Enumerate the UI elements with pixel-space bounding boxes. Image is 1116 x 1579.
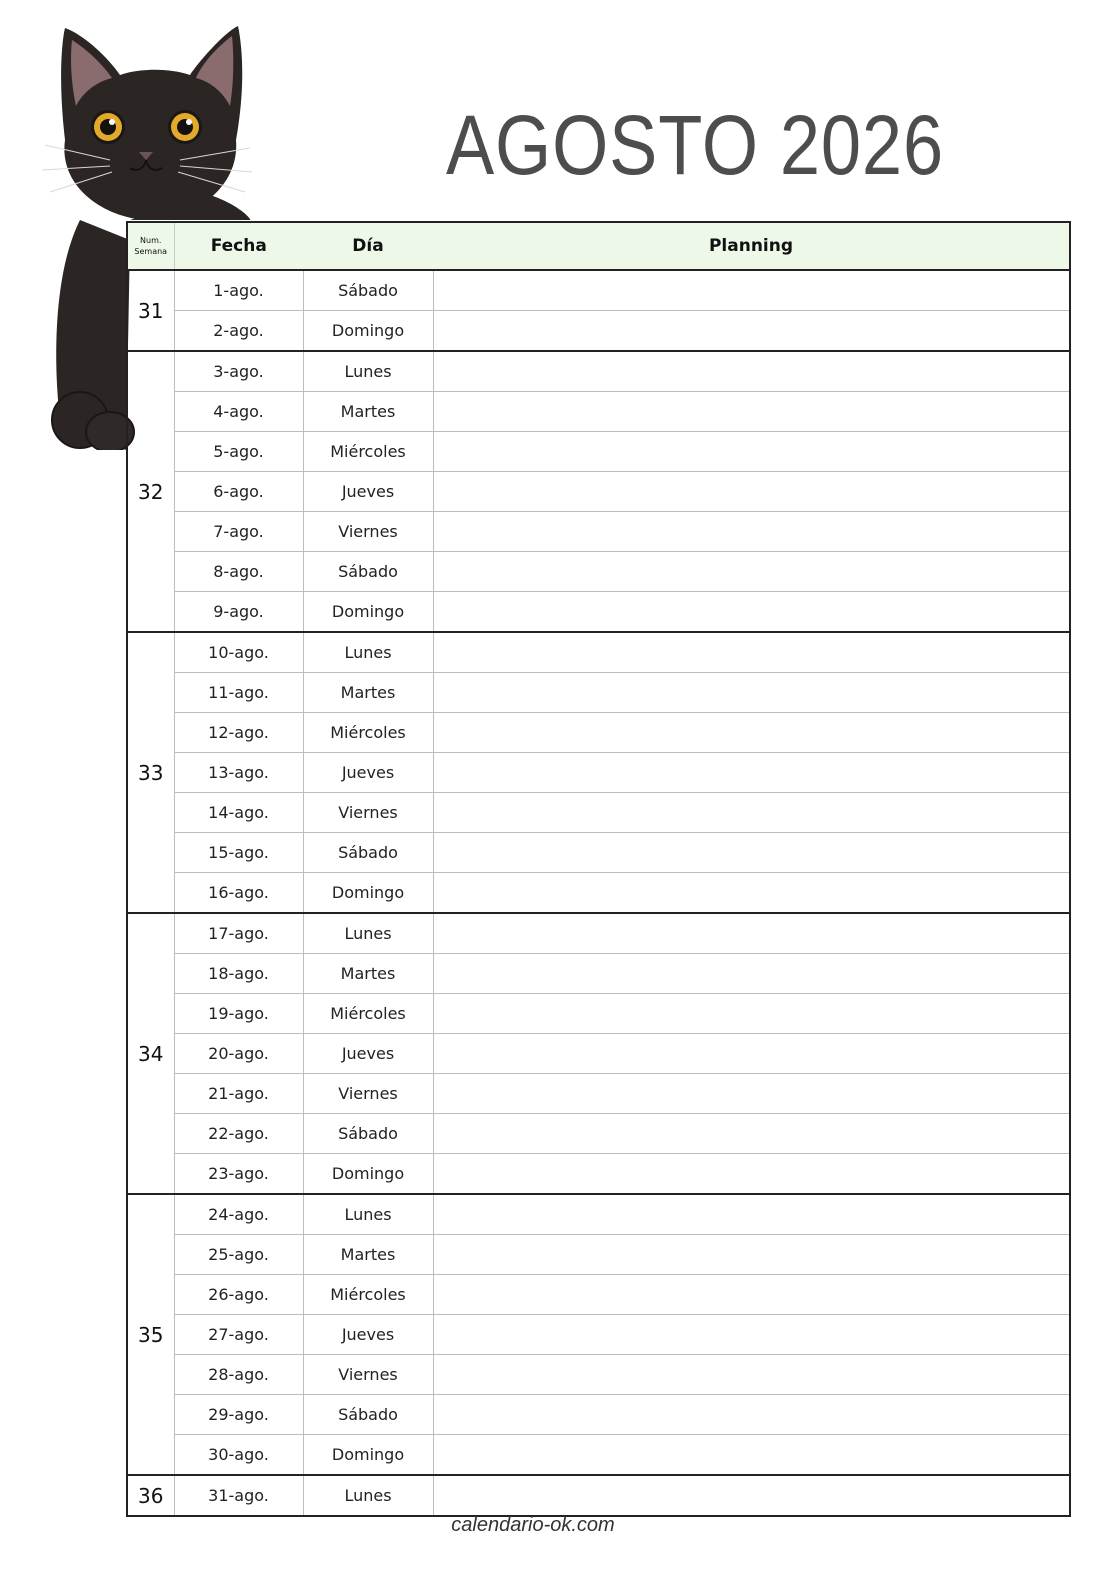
day-date: 2-ago. <box>174 311 303 352</box>
day-date: 14-ago. <box>174 793 303 833</box>
day-row <box>127 552 1070 592</box>
day-date: 29-ago. <box>174 1395 303 1435</box>
page-title: AGOSTO 2026 <box>446 98 945 192</box>
planning-cell[interactable] <box>433 793 1070 833</box>
planning-cell[interactable] <box>433 1194 1070 1235</box>
day-date: 28-ago. <box>174 1355 303 1395</box>
day-date: 8-ago. <box>174 552 303 592</box>
planning-cell[interactable] <box>433 753 1070 793</box>
planning-cell[interactable] <box>433 632 1070 673</box>
day-date: 22-ago. <box>174 1114 303 1154</box>
planning-cell[interactable] <box>433 713 1070 753</box>
day-date: 4-ago. <box>174 392 303 432</box>
day-name: Domingo <box>303 311 433 352</box>
day-row <box>127 1435 1070 1476</box>
day-row <box>127 833 1070 873</box>
week-number: 32 <box>127 351 174 632</box>
day-name: Lunes <box>303 1194 433 1235</box>
day-date: 7-ago. <box>174 512 303 552</box>
day-name: Miércoles <box>303 432 433 472</box>
planning-cell[interactable] <box>433 1275 1070 1315</box>
day-row <box>127 1355 1070 1395</box>
week-number: 35 <box>127 1194 174 1475</box>
week-number: 36 <box>127 1475 174 1516</box>
day-date: 19-ago. <box>174 994 303 1034</box>
day-date: 12-ago. <box>174 713 303 753</box>
header-week <box>127 222 174 270</box>
day-date: 3-ago. <box>174 351 303 392</box>
day-date: 6-ago. <box>174 472 303 512</box>
day-row <box>127 1235 1070 1275</box>
day-row <box>127 1315 1070 1355</box>
day-row <box>127 994 1070 1034</box>
day-name: Lunes <box>303 913 433 954</box>
planning-cell[interactable] <box>433 1355 1070 1395</box>
day-row <box>127 873 1070 914</box>
planning-cell[interactable] <box>433 994 1070 1034</box>
day-name: Miércoles <box>303 994 433 1034</box>
day-name: Sábado <box>303 1114 433 1154</box>
day-date: 23-ago. <box>174 1154 303 1195</box>
day-row <box>127 632 1070 673</box>
planning-cell[interactable] <box>433 592 1070 633</box>
day-name: Viernes <box>303 793 433 833</box>
day-row <box>127 954 1070 994</box>
day-date: 1-ago. <box>174 270 303 311</box>
day-row <box>127 1034 1070 1074</box>
day-row <box>127 913 1070 954</box>
header-week-line2: Semana <box>134 247 168 256</box>
day-name: Domingo <box>303 1154 433 1195</box>
planning-cell[interactable] <box>433 472 1070 512</box>
day-name: Jueves <box>303 472 433 512</box>
day-name: Jueves <box>303 753 433 793</box>
day-name: Lunes <box>303 351 433 392</box>
day-date: 9-ago. <box>174 592 303 633</box>
day-date: 24-ago. <box>174 1194 303 1235</box>
day-name: Viernes <box>303 1074 433 1114</box>
planning-cell[interactable] <box>433 1235 1070 1275</box>
planning-cell[interactable] <box>433 954 1070 994</box>
day-date: 10-ago. <box>174 632 303 673</box>
day-name: Domingo <box>303 1435 433 1476</box>
day-row <box>127 1194 1070 1235</box>
header-date: Fecha <box>174 222 303 270</box>
planning-cell[interactable] <box>433 1395 1070 1435</box>
day-row <box>127 432 1070 472</box>
planning-cell[interactable] <box>433 270 1070 311</box>
day-date: 20-ago. <box>174 1034 303 1074</box>
day-name: Domingo <box>303 873 433 914</box>
day-date: 21-ago. <box>174 1074 303 1114</box>
day-row <box>127 1275 1070 1315</box>
day-name: Miércoles <box>303 713 433 753</box>
planning-cell[interactable] <box>433 1475 1070 1516</box>
day-name: Martes <box>303 954 433 994</box>
day-row <box>127 1074 1070 1114</box>
day-name: Lunes <box>303 1475 433 1516</box>
planning-cell[interactable] <box>433 392 1070 432</box>
planning-cell[interactable] <box>433 1114 1070 1154</box>
day-date: 26-ago. <box>174 1275 303 1315</box>
planning-cell[interactable] <box>433 833 1070 873</box>
planning-cell[interactable] <box>433 1074 1070 1114</box>
day-date: 16-ago. <box>174 873 303 914</box>
day-name: Jueves <box>303 1034 433 1074</box>
day-row <box>127 1154 1070 1195</box>
day-name: Martes <box>303 392 433 432</box>
day-name: Martes <box>303 673 433 713</box>
day-row <box>127 673 1070 713</box>
day-date: 31-ago. <box>174 1475 303 1516</box>
day-name: Sábado <box>303 833 433 873</box>
day-row <box>127 270 1070 311</box>
day-name: Miércoles <box>303 1275 433 1315</box>
day-row <box>127 392 1070 432</box>
day-row <box>127 311 1070 352</box>
header-week-line1: Num. <box>140 236 162 245</box>
day-date: 17-ago. <box>174 913 303 954</box>
header-planning: Planning <box>433 222 1070 270</box>
day-date: 18-ago. <box>174 954 303 994</box>
day-date: 13-ago. <box>174 753 303 793</box>
day-date: 15-ago. <box>174 833 303 873</box>
planning-cell[interactable] <box>433 1435 1070 1476</box>
day-row <box>127 793 1070 833</box>
day-name: Sábado <box>303 552 433 592</box>
planning-cell[interactable] <box>433 351 1070 392</box>
day-row <box>127 351 1070 392</box>
day-name: Sábado <box>303 270 433 311</box>
week-number: 33 <box>127 632 174 913</box>
planning-cell[interactable] <box>433 913 1070 954</box>
planning-cell[interactable] <box>433 1315 1070 1355</box>
day-name: Sábado <box>303 1395 433 1435</box>
day-row <box>127 1395 1070 1435</box>
planning-cell[interactable] <box>433 1034 1070 1074</box>
day-row <box>127 753 1070 793</box>
planning-cell[interactable] <box>433 1154 1070 1195</box>
day-row <box>127 472 1070 512</box>
day-date: 30-ago. <box>174 1435 303 1476</box>
day-date: 11-ago. <box>174 673 303 713</box>
day-name: Jueves <box>303 1315 433 1355</box>
day-name: Domingo <box>303 592 433 633</box>
header-row <box>127 222 1070 270</box>
day-row <box>127 512 1070 552</box>
day-name: Viernes <box>303 1355 433 1395</box>
planning-cell[interactable] <box>433 873 1070 914</box>
day-date: 5-ago. <box>174 432 303 472</box>
day-date: 25-ago. <box>174 1235 303 1275</box>
planning-cell[interactable] <box>433 432 1070 472</box>
planning-cell[interactable] <box>433 552 1070 592</box>
day-row <box>127 1475 1070 1516</box>
planner-table <box>126 221 1071 1517</box>
day-row <box>127 592 1070 633</box>
header-day: Día <box>303 222 433 270</box>
planning-cell[interactable] <box>433 512 1070 552</box>
day-name: Viernes <box>303 512 433 552</box>
day-name: Martes <box>303 1235 433 1275</box>
day-name: Lunes <box>303 632 433 673</box>
planning-cell[interactable] <box>433 673 1070 713</box>
day-row <box>127 713 1070 753</box>
week-number: 34 <box>127 913 174 1194</box>
planning-cell[interactable] <box>433 311 1070 352</box>
day-date: 27-ago. <box>174 1315 303 1355</box>
week-number: 31 <box>127 270 174 351</box>
day-row <box>127 1114 1070 1154</box>
footer-site: calendario-ok.com <box>451 1514 615 1536</box>
